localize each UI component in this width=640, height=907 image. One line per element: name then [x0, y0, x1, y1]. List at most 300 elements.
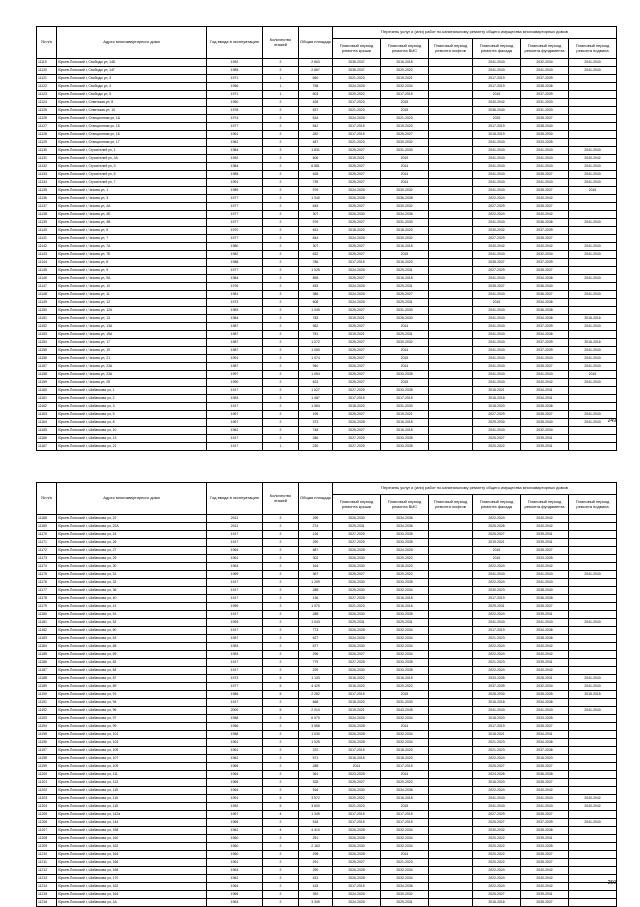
vis-period-cell: 2032-2034	[381, 731, 429, 739]
floors-cell: 2	[263, 227, 299, 235]
lift-period-cell	[429, 635, 473, 643]
address-cell: Юрьев-Польский г, Чехова ул, 13А	[57, 323, 207, 331]
facade-period-cell: 2033-2035	[473, 675, 521, 683]
lift-period-cell	[429, 523, 473, 531]
table-row	[37, 739, 617, 747]
table-row	[37, 659, 617, 667]
basement-period-cell	[569, 731, 617, 739]
table-row	[37, 883, 617, 891]
year-cell: 1950	[207, 99, 263, 107]
lift-period-cell	[429, 819, 473, 827]
floors-cell: 2	[263, 739, 299, 747]
facade-period-cell: 2020-2022	[473, 851, 521, 859]
lift-period-cell	[429, 651, 473, 659]
row-number: 11194	[37, 723, 57, 731]
foundation-period-cell: 2035-2037	[521, 171, 569, 179]
address-cell: Юрьев-Польский г, Шибанкова ул, 170	[57, 875, 207, 883]
roof-period-cell: 2025-2027	[333, 411, 381, 419]
basement-period-cell: 2041-2043	[569, 363, 617, 371]
facade-period-cell: 2030-2032	[473, 227, 521, 235]
year-cell: 1984	[207, 147, 263, 155]
table-row	[37, 179, 617, 187]
lift-period-cell	[429, 219, 473, 227]
foundation-period-cell: 2031-2033	[521, 107, 569, 115]
lift-period-cell	[429, 115, 473, 123]
lift-period-cell	[429, 867, 473, 875]
address-cell: Юрьев-Польский г, Свободы ул, 5	[57, 91, 207, 99]
year-cell: 1917	[207, 667, 263, 675]
floors-cell: 2	[263, 179, 299, 187]
roof-period-cell: 2018-2020	[333, 699, 381, 707]
table-row	[37, 315, 617, 323]
table-row	[37, 419, 617, 427]
foundation-period-cell: 2040-2042	[521, 643, 569, 651]
header-basement: Плановый период ремонта подвала	[569, 495, 617, 515]
foundation-period-cell: 2041-2043	[521, 803, 569, 811]
foundation-period-cell: 2032-2034	[521, 251, 569, 259]
facade-period-cell: 2027-2029	[473, 811, 521, 819]
basement-period-cell	[569, 131, 617, 139]
row-number: 11202	[37, 787, 57, 795]
row-number: 11149	[37, 299, 57, 307]
vis-period-cell: 2029-2031	[381, 619, 429, 627]
foundation-period-cell: 2036-2038	[521, 307, 569, 315]
vis-period-cell: 2030-2032	[381, 235, 429, 243]
table-row	[37, 747, 617, 755]
row-number: 11190	[37, 691, 57, 699]
lift-period-cell	[429, 899, 473, 907]
foundation-period-cell: 2036-2038	[521, 595, 569, 603]
year-cell: 1990	[207, 379, 263, 387]
address-cell: Юрьев-Польский г, Шибанкова ул, 13	[57, 435, 207, 443]
foundation-period-cell: 2040-2042	[521, 667, 569, 675]
area-cell: 976	[299, 219, 333, 227]
roof-period-cell: 2026-2030	[333, 667, 381, 675]
vis-period-cell: 2034-2036	[381, 523, 429, 531]
roof-period-cell: 2035-2037	[333, 59, 381, 67]
lift-period-cell	[429, 443, 473, 451]
basement-period-cell	[569, 579, 617, 587]
floors-cell: 2	[263, 619, 299, 627]
year-cell: 1965	[207, 819, 263, 827]
basement-period-cell: 2041-2043	[569, 819, 617, 827]
year-cell: 1991	[207, 179, 263, 187]
vis-period-cell: 2021-2023	[381, 115, 429, 123]
area-cell: 325	[299, 779, 333, 787]
year-cell: 1992	[207, 59, 263, 67]
vis-period-cell: 2031-2033	[381, 403, 429, 411]
floors-cell: 2	[263, 419, 299, 427]
floors-cell: 2	[263, 587, 299, 595]
floors-cell: 1	[263, 91, 299, 99]
facade-period-cell: 2022-2024	[473, 667, 521, 675]
year-cell: 1960	[207, 835, 263, 843]
area-cell: 668	[299, 699, 333, 707]
area-cell: 1 025	[299, 739, 333, 747]
area-cell: 940	[299, 363, 333, 371]
area-cell: 687	[299, 547, 333, 555]
vis-period-cell: 2034-2036	[381, 787, 429, 795]
row-number: 11179	[37, 603, 57, 611]
roof-period-cell: 2025-2027	[333, 171, 381, 179]
address-cell: Юрьев-Польский г, Шибанкова ул, 40	[57, 595, 207, 603]
floors-cell: 2	[263, 883, 299, 891]
roof-period-cell: 2017-2019	[333, 747, 381, 755]
header-roof: Плановый период ремонта крыши	[333, 39, 381, 59]
vis-period-cell: 2020-2022	[381, 67, 429, 75]
area-cell: 645	[299, 203, 333, 211]
table-row	[37, 427, 617, 435]
row-number: 11163	[37, 411, 57, 419]
vis-period-cell: 2032-2034	[381, 867, 429, 875]
vis-period-cell: 2015	[381, 251, 429, 259]
facade-period-cell: 2017-2019	[473, 627, 521, 635]
basement-period-cell: 2041-2043	[569, 683, 617, 691]
basement-period-cell	[569, 91, 617, 99]
basement-period-cell	[569, 267, 617, 275]
year-cell: 1960	[207, 843, 263, 851]
year-cell: 1953	[207, 643, 263, 651]
row-number: 11204	[37, 803, 57, 811]
year-cell: 1963	[207, 899, 263, 907]
row-number: 11181	[37, 619, 57, 627]
foundation-period-cell: 2035-2037	[521, 187, 569, 195]
basement-period-cell	[569, 299, 617, 307]
floors-cell: 2	[263, 315, 299, 323]
basement-period-cell: 2041-2043	[569, 251, 617, 259]
repair-schedule-table	[36, 26, 617, 451]
foundation-period-cell: 2041-2043	[521, 707, 569, 715]
area-cell: 637	[299, 107, 333, 115]
table-row	[37, 595, 617, 603]
basement-period-cell	[569, 107, 617, 115]
basement-period-cell: 2041-2043	[569, 59, 617, 67]
basement-period-cell	[569, 75, 617, 83]
facade-period-cell: 2041-2043	[473, 315, 521, 323]
foundation-period-cell: 2032-2034	[521, 427, 569, 435]
area-cell: 415	[299, 883, 333, 891]
lift-period-cell	[429, 243, 473, 251]
facade-period-cell: 2020-2022	[473, 843, 521, 851]
address-cell: Юрьев-Польский г, Строителей ул, 6	[57, 171, 207, 179]
year-cell: 1977	[207, 123, 263, 131]
basement-period-cell	[569, 763, 617, 771]
row-number: 11133	[37, 171, 57, 179]
vis-period-cell: 2033-2035	[381, 667, 429, 675]
address-cell: Юрьев-Польский г, Шибанкова ул, 84	[57, 667, 207, 675]
floors-cell: 2	[263, 235, 299, 243]
header-facade: Плановый период ремонта фасада	[473, 39, 521, 59]
table-row	[37, 611, 617, 619]
lift-period-cell	[429, 547, 473, 555]
row-number: 11146	[37, 275, 57, 283]
vis-period-cell: 2021-2023	[381, 859, 429, 867]
foundation-period-cell: 2034-2041	[521, 387, 569, 395]
row-number: 11174	[37, 563, 57, 571]
roof-period-cell: 2017-2019	[333, 123, 381, 131]
row-number: 11197	[37, 747, 57, 755]
roof-period-cell: 2024-2026	[333, 299, 381, 307]
area-cell: 758	[299, 83, 333, 91]
table-row	[37, 123, 617, 131]
vis-period-cell: 2018-2020	[381, 755, 429, 763]
row-number: 11143	[37, 251, 57, 259]
year-cell: 1977	[207, 203, 263, 211]
facade-period-cell: 2041-2043	[473, 619, 521, 627]
year-cell: 1917	[207, 579, 263, 587]
foundation-period-cell: 2038-2040	[521, 123, 569, 131]
address-cell: Юрьев-Польский г, Чехова ул, 4А	[57, 203, 207, 211]
vis-period-cell: 2032-2034	[381, 739, 429, 747]
facade-period-cell: 2041-2043	[473, 139, 521, 147]
area-cell: 783	[299, 315, 333, 323]
row-number: 11208	[37, 835, 57, 843]
roof-period-cell: 2024-2026	[333, 83, 381, 91]
roof-period-cell: 2027-2029	[333, 539, 381, 547]
year-cell: 1953	[207, 651, 263, 659]
basement-period-cell: 2041-2043	[569, 323, 617, 331]
floors-cell: 2	[263, 331, 299, 339]
basement-period-cell	[569, 603, 617, 611]
row-number: 11182	[37, 627, 57, 635]
address-cell: Юрьев-Польский г, Шибанкова ул, 91	[57, 691, 207, 699]
area-cell: 844	[299, 235, 333, 243]
floors-cell: 2	[263, 339, 299, 347]
year-cell: 1917	[207, 659, 263, 667]
basement-period-cell	[569, 587, 617, 595]
floors-cell: 2	[263, 635, 299, 643]
row-number: 11128	[37, 131, 57, 139]
area-cell: 164	[299, 563, 333, 571]
roof-period-cell: 2017-2019	[333, 811, 381, 819]
year-cell: 2011	[207, 523, 263, 531]
table-row	[37, 587, 617, 595]
table-row	[37, 555, 617, 563]
year-cell: 1961	[207, 747, 263, 755]
table-row	[37, 651, 617, 659]
floors-cell: 2	[263, 747, 299, 755]
lift-period-cell	[429, 851, 473, 859]
year-cell: 1959	[207, 603, 263, 611]
table-row	[37, 563, 617, 571]
year-cell: 1963	[207, 867, 263, 875]
facade-period-cell: 2030-2032	[473, 827, 521, 835]
roof-period-cell: 2026-2030	[333, 515, 381, 523]
address-cell: Юрьев-Польский г, Шибанкова ул, 36	[57, 587, 207, 595]
address-cell: Юрьев-Польский г, Чехова ул, 8	[57, 259, 207, 267]
roof-period-cell: 2024-2026	[333, 283, 381, 291]
facade-period-cell: 2041-2043	[473, 67, 521, 75]
row-number: 11150	[37, 307, 57, 315]
area-cell: 4 429	[299, 683, 333, 691]
facade-period-cell: 2041-2043	[473, 59, 521, 67]
floors-cell: 2	[263, 387, 299, 395]
basement-period-cell	[569, 83, 617, 91]
floors-cell: 2	[263, 787, 299, 795]
facade-period-cell: 2041-2043	[473, 371, 521, 379]
floors-cell: 2	[263, 763, 299, 771]
basement-period-cell	[569, 331, 617, 339]
roof-period-cell: 2026-2028	[333, 547, 381, 555]
table-row	[37, 339, 617, 347]
year-cell: 1987	[207, 339, 263, 347]
roof-period-cell: 2017-2019	[333, 131, 381, 139]
year-cell: 1989	[207, 187, 263, 195]
lift-period-cell	[429, 131, 473, 139]
address-cell: Юрьев-Польский г, Чехова ул, 7Б	[57, 251, 207, 259]
roof-period-cell: 2026-2030	[333, 843, 381, 851]
header-num: № п/п	[37, 483, 57, 515]
table-row	[37, 267, 617, 275]
vis-period-cell: 2032-2034	[381, 587, 429, 595]
row-number: 11165	[37, 427, 57, 435]
foundation-period-cell: 2041-2043	[521, 155, 569, 163]
foundation-period-cell: 2028-2031	[521, 675, 569, 683]
lift-period-cell	[429, 435, 473, 443]
area-cell: 6 581	[299, 163, 333, 171]
roof-period-cell: 2025-2027	[333, 323, 381, 331]
basement-period-cell: 2041-2043	[569, 275, 617, 283]
vis-period-cell: 2020-2022	[381, 571, 429, 579]
floors-cell: 5	[263, 683, 299, 691]
facade-period-cell: 2027-2029	[473, 411, 521, 419]
foundation-period-cell: 2040-2042	[521, 867, 569, 875]
table-row	[37, 675, 617, 683]
facade-period-cell: 2041-2043	[473, 331, 521, 339]
area-cell: 634	[299, 115, 333, 123]
address-cell: Юрьев-Польский г, Свободы ул, 4	[57, 83, 207, 91]
basement-period-cell	[569, 227, 617, 235]
foundation-period-cell: 2034-2036	[521, 699, 569, 707]
roof-period-cell: 2025-2027	[333, 427, 381, 435]
area-cell: 2 663	[299, 59, 333, 67]
roof-period-cell: 2025-2027	[333, 371, 381, 379]
roof-period-cell: 2026-2030	[333, 579, 381, 587]
facade-period-cell: 2020-2022	[473, 443, 521, 451]
area-cell: 1 627	[299, 387, 333, 395]
row-number: 11140	[37, 227, 57, 235]
vis-period-cell: 2014	[381, 363, 429, 371]
table-row	[37, 371, 617, 379]
roof-period-cell: 2017-2019	[333, 259, 381, 267]
address-cell: Юрьев-Польский г, Строителей ул, 2А	[57, 155, 207, 163]
roof-period-cell: 2026-2028	[333, 419, 381, 427]
area-cell: 295	[299, 515, 333, 523]
table-row	[37, 763, 617, 771]
year-cell: 1977	[207, 683, 263, 691]
floors-cell: 2	[263, 203, 299, 211]
vis-period-cell: 2016-2018	[381, 419, 429, 427]
floors-cell: 2	[263, 163, 299, 171]
table-row	[37, 395, 617, 403]
year-cell: 1970	[207, 227, 263, 235]
roof-period-cell: 2021-2023	[333, 139, 381, 147]
address-cell: Юрьев-Польский г, Чехова ул, 25	[57, 379, 207, 387]
roof-period-cell: 2026-2028	[333, 867, 381, 875]
floors-cell: 3	[263, 147, 299, 155]
row-number: 11216	[37, 899, 57, 907]
area-cell: 274	[299, 523, 333, 531]
lift-period-cell	[429, 859, 473, 867]
roof-period-cell: 2018-2020	[333, 403, 381, 411]
area-cell: 606	[299, 155, 333, 163]
basement-period-cell	[569, 403, 617, 411]
roof-period-cell: 2027-2029	[333, 443, 381, 451]
roof-period-cell: 2019-2021	[333, 155, 381, 163]
table-row	[37, 531, 617, 539]
floors-cell: 2	[263, 123, 299, 131]
roof-period-cell: 2021-2023	[333, 107, 381, 115]
row-number: 11213	[37, 875, 57, 883]
foundation-period-cell: 2041-2043	[521, 619, 569, 627]
roof-period-cell: 2019-2021	[333, 331, 381, 339]
foundation-period-cell: 2035-2040	[521, 419, 569, 427]
lift-period-cell	[429, 763, 473, 771]
area-cell: 608	[299, 299, 333, 307]
floors-cell: 5	[263, 795, 299, 803]
vis-period-cell: 2015	[381, 107, 429, 115]
lift-period-cell	[429, 323, 473, 331]
vis-period-cell: 2018-2020	[381, 227, 429, 235]
lift-period-cell	[429, 771, 473, 779]
address-cell: Юрьев-Польский г, Строителей ул, 3	[57, 163, 207, 171]
basement-period-cell: 2041-2043	[569, 619, 617, 627]
area-cell: 786	[299, 259, 333, 267]
area-cell: 307	[299, 243, 333, 251]
lift-period-cell	[429, 331, 473, 339]
table-row	[37, 387, 617, 395]
table-header	[37, 483, 617, 515]
address-cell: Юрьев-Польский г, Шибанкова ул, 68	[57, 643, 207, 651]
row-number: 11195	[37, 731, 57, 739]
row-number: 11212	[37, 867, 57, 875]
foundation-period-cell: 2035-2037	[521, 851, 569, 859]
row-number: 11203	[37, 795, 57, 803]
table-row	[37, 779, 617, 787]
year-cell: 1956	[207, 83, 263, 91]
roof-period-cell: 2027-2025	[333, 659, 381, 667]
facade-period-cell: 2022-2024	[473, 515, 521, 523]
area-cell: 1 049	[299, 307, 333, 315]
vis-period-cell: 2032-2034	[381, 635, 429, 643]
table-row	[37, 683, 617, 691]
basement-period-cell	[569, 387, 617, 395]
area-cell: 453	[299, 283, 333, 291]
roof-period-cell: 2024-2026	[333, 187, 381, 195]
facade-period-cell: 2017-2019	[473, 595, 521, 603]
roof-period-cell: 2026-2030	[333, 643, 381, 651]
floors-cell: 3	[263, 603, 299, 611]
floors-cell: 2	[263, 195, 299, 203]
facade-period-cell: 2041-2043	[473, 795, 521, 803]
address-cell: Юрьев-Польский г, Шибанкова ул, 164	[57, 851, 207, 859]
basement-period-cell	[569, 235, 617, 243]
foundation-period-cell: 2035-2037	[521, 411, 569, 419]
address-cell: Юрьев-Польский г, Чехова ул, 11	[57, 291, 207, 299]
floors-cell: 2	[263, 427, 299, 435]
lift-period-cell	[429, 555, 473, 563]
row-number: 11187	[37, 667, 57, 675]
table-row	[37, 619, 617, 627]
table-row	[37, 227, 617, 235]
lift-period-cell	[429, 411, 473, 419]
header-lifts: Плановый период ремонта лифтов	[429, 39, 473, 59]
facade-period-cell: 2041-2043	[473, 179, 521, 187]
roof-period-cell: 2017-2019	[333, 395, 381, 403]
vis-period-cell: 2031-2033	[381, 307, 429, 315]
area-cell: 2 163	[299, 843, 333, 851]
area-cell: 627	[299, 635, 333, 643]
